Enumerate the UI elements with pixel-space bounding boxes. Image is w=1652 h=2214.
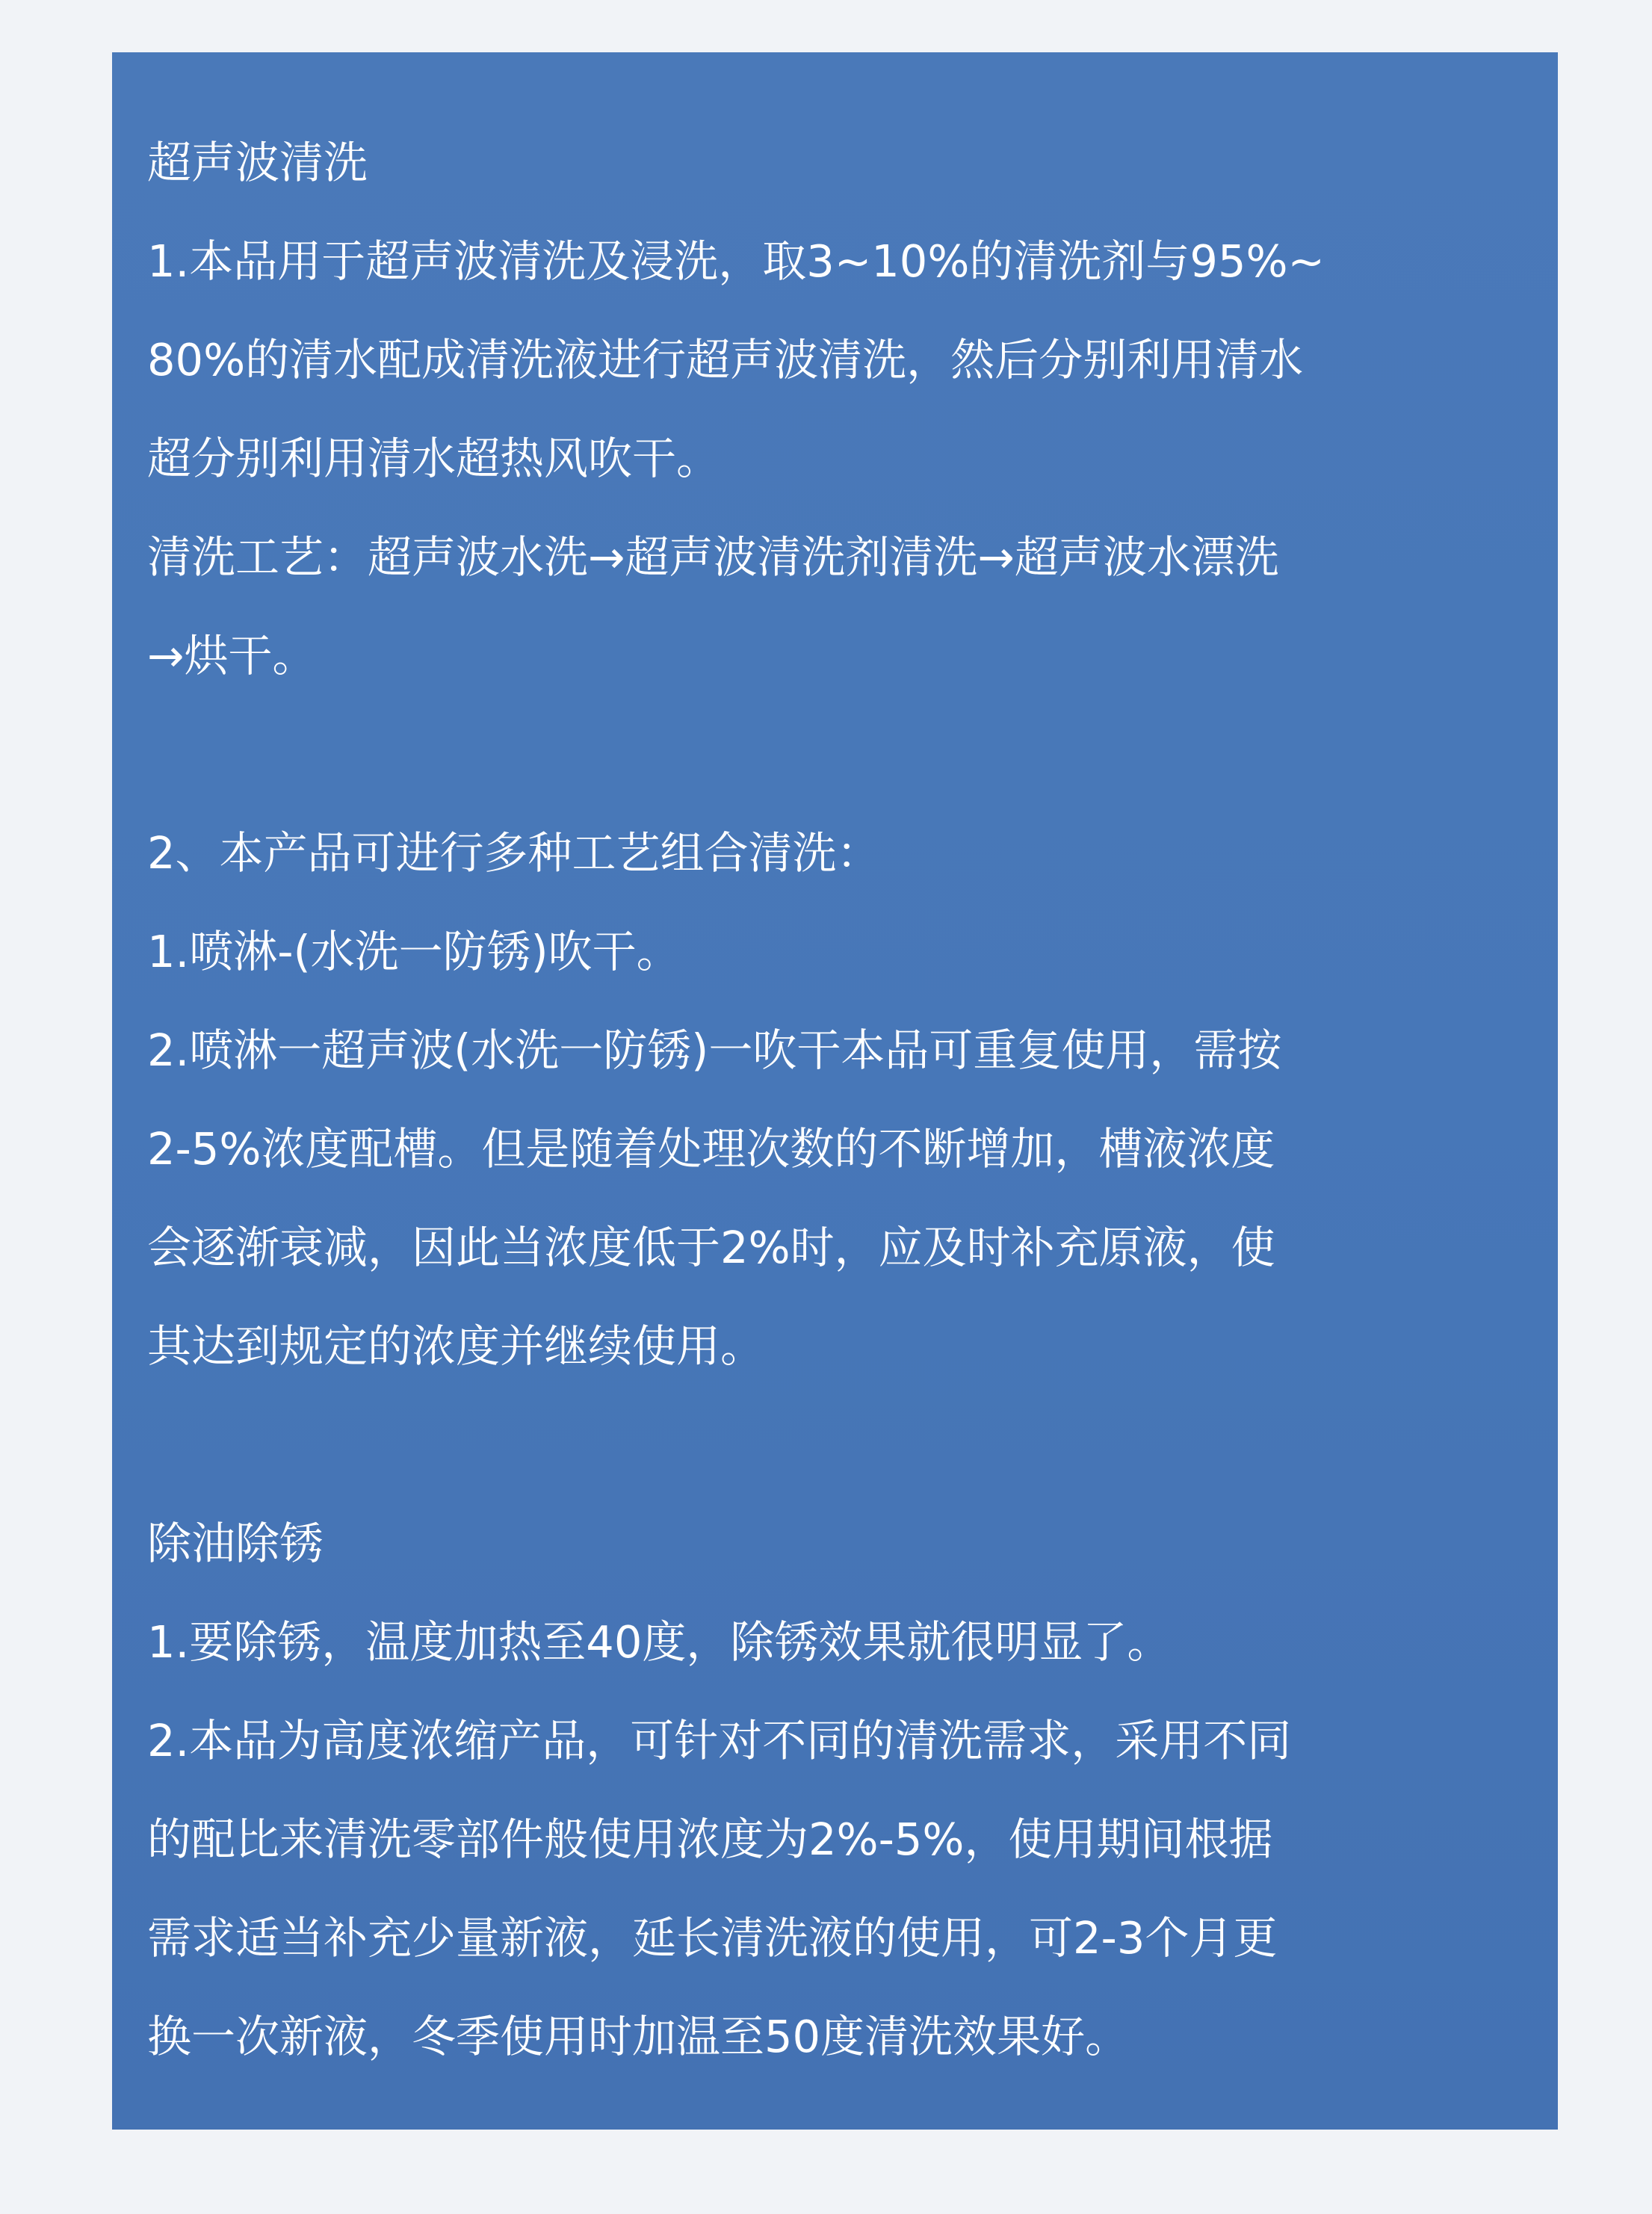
text-line: 2.本品为高度浓缩产品，可针对不同的清洗需求，采用不同 [147,1715,1292,1766]
text-line: 需求适当补充少量新液，延长清洗液的使用，可2-3个月更 [147,1912,1278,1964]
text-line: 1.本品用于超声波清洗及浸洗，取3~10%的清洗剂与95%~ [147,235,1325,287]
content-panel [112,52,1558,2130]
section-title-degrease-derust: 除油除锈 [147,1518,324,1569]
text-line: 其达到规定的浓度并继续使用。 [147,1320,765,1372]
spacer [147,1396,1523,1494]
text-line: 超分别利用清水超热风吹干。 [147,433,721,484]
text-line: 80%的清水配成清洗液进行超声波清洗，然后分别利用清水 [147,334,1304,386]
text-line: 清洗工艺：超声波水洗→超声波清洗剂清洗→超声波水漂洗 [147,531,1279,583]
section-title-combination: 2、本产品可进行多种工艺组合清洗： [147,827,881,879]
spacer [147,705,1523,804]
text-line: 换一次新液，冬季使用时加温至50度清洗效果好。 [147,2011,1130,2062]
text-line: 2.喷淋一超声波(水洗一防锈)一吹干本品可重复使用，需按 [147,1024,1282,1076]
text-line: 2-5%浓度配槽。但是随着处理次数的不断增加，槽液浓度 [147,1123,1275,1175]
section-title-ultrasonic: 超声波清洗 [147,137,368,188]
text-line: 会逐渐衰减，因此当浓度低于2%时，应及时补充原液，使 [147,1222,1275,1273]
text-line: 1.要除锈，温度加热至40度，除锈效果就很明显了。 [147,1616,1172,1668]
text-line: 的配比来清洗零部件般使用浓度为2%-5%，使用期间根据 [147,1813,1273,1865]
text-line: →烘干。 [147,630,317,681]
text-line: 1.喷淋-(水洗一防锈)吹干。 [147,926,681,977]
